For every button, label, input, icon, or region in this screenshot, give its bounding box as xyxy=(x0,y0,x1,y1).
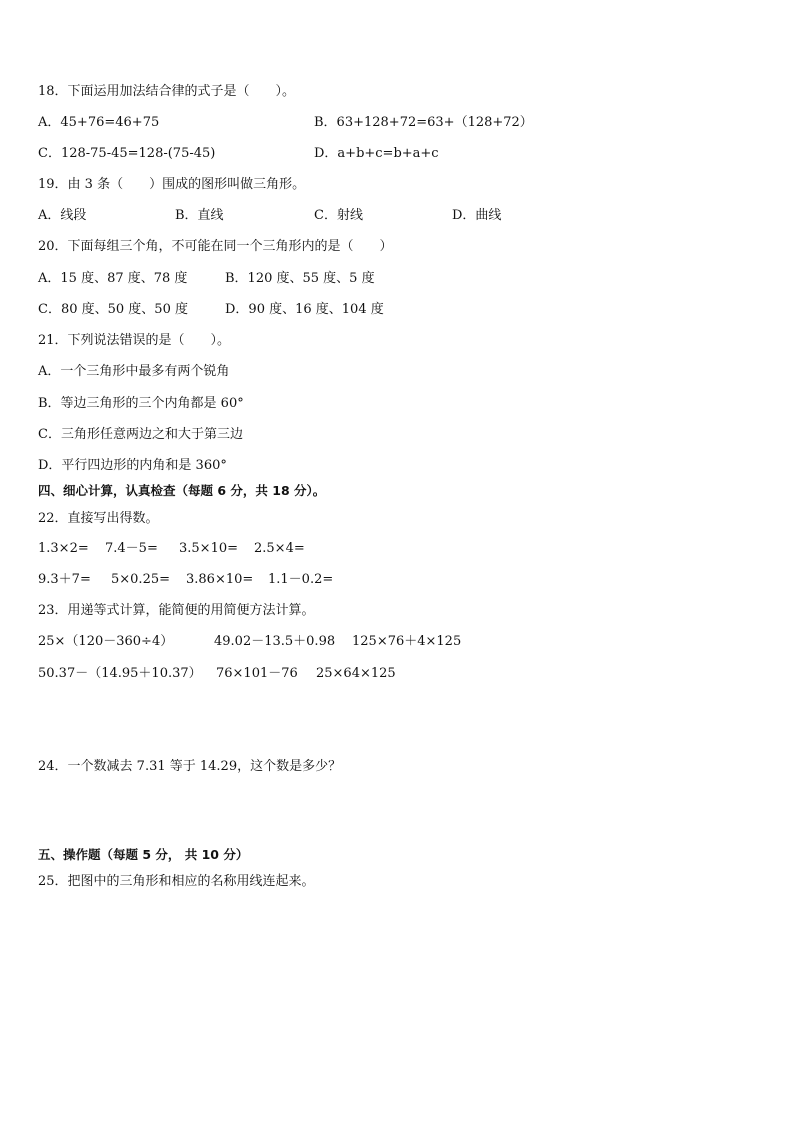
q23-item: 125×76＋4×125 xyxy=(352,634,462,649)
question-20-option-b: B．120 度、55 度、5 度 xyxy=(225,271,375,286)
q22-item: 9.3＋7= xyxy=(38,572,91,587)
q23-item: 49.02－13.5＋0.98 xyxy=(214,634,336,649)
question-18-option-a: A．45+76=46+75 xyxy=(38,115,160,130)
question-21-option-b: B．等边三角形的三个内角都是 60° xyxy=(38,396,244,411)
q23-item: 25×（120－360÷4） xyxy=(38,634,174,649)
q23-item: 25×64×125 xyxy=(316,666,396,681)
q22-item: 7.4－5= xyxy=(105,541,158,556)
section-5-heading: 五、操作题（每题 5 分， 共 10 分） xyxy=(38,847,249,862)
q22-item: 3.5×10= xyxy=(179,541,239,556)
question-18-option-b: B．63+128+72=63+（128+72） xyxy=(314,115,533,130)
q23-item: 50.37－（14.95＋10.37） xyxy=(38,666,202,681)
question-20-option-c: C．80 度、50 度、50 度 xyxy=(38,302,188,317)
q22-item: 5×0.25= xyxy=(111,572,171,587)
question-21-option-a: A．一个三角形中最多有两个锐角 xyxy=(38,364,230,379)
question-19-option-d: D．曲线 xyxy=(452,208,502,223)
question-19-stem: 19．由 3 条（ ）围成的图形叫做三角形。 xyxy=(38,177,306,192)
question-21-option-d: D．平行四边形的内角和是 360° xyxy=(38,458,227,473)
section-4-heading: 四、细心计算，认真检查（每题 6 分，共 18 分）。 xyxy=(38,483,326,498)
question-19-option-b: B．直线 xyxy=(175,208,224,223)
q22-item: 1.3×2= xyxy=(38,541,89,556)
q22-item: 3.86×10= xyxy=(186,572,254,587)
question-20-option-d: D．90 度、16 度、104 度 xyxy=(225,302,384,317)
question-18-option-c: C．128-75-45=128-(75-45) xyxy=(38,146,216,161)
q23-item: 76×101－76 xyxy=(216,666,298,681)
question-20-stem: 20．下面每组三个角，不可能在同一个三角形内的是（ ） xyxy=(38,239,393,254)
question-20-option-a: A．15 度、87 度、78 度 xyxy=(38,271,188,286)
question-24-stem: 24．一个数减去 7.31 等于 14.29，这个数是多少？ xyxy=(38,759,342,774)
question-19-option-c: C．射线 xyxy=(314,208,363,223)
q22-item: 1.1－0.2= xyxy=(268,572,334,587)
question-18-stem: 18．下面运用加法结合律的式子是（ ）。 xyxy=(38,84,296,99)
q22-item: 2.5×4= xyxy=(254,541,305,556)
question-21-stem: 21．下列说法错误的是（ ）。 xyxy=(38,333,231,348)
question-25-stem: 25．把图中的三角形和相应的名称用线连起来。 xyxy=(38,874,315,889)
question-23-stem: 23．用递等式计算，能简便的用简便方法计算。 xyxy=(38,603,315,618)
question-21-option-c: C．三角形任意两边之和大于第三边 xyxy=(38,427,243,442)
question-22-stem: 22．直接写出得数。 xyxy=(38,511,159,526)
question-19-option-a: A．线段 xyxy=(38,208,87,223)
question-18-option-d: D．a+b+c=b+a+c xyxy=(314,146,439,161)
